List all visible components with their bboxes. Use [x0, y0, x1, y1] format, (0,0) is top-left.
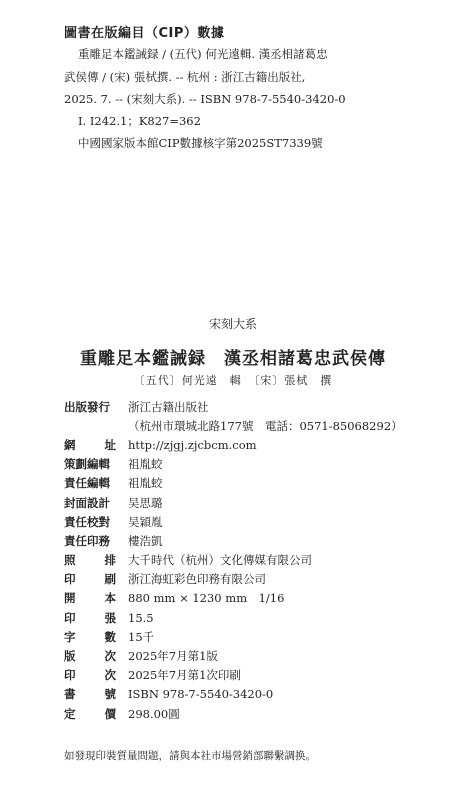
info-label-char: 本: [104, 591, 116, 606]
cip-line-1: 重雕足本鑑誡録 / (五代) 何光遠輯. 漢丞相諸葛忠: [78, 47, 328, 61]
info-label-char: 次: [104, 649, 116, 664]
info-label-char: 張: [104, 610, 116, 625]
info-label: [64, 571, 116, 587]
info-label: 封面設計: [64, 495, 110, 510]
info-row: [64, 397, 444, 416]
info-label-char: 號: [104, 687, 116, 702]
info-label: [64, 686, 116, 702]
info-value: 2025年7月第1次印刷: [128, 668, 241, 683]
info-row: [64, 493, 444, 512]
info-value: ISBN 978-7-5540-3420-0: [128, 687, 274, 702]
info-label-char: 照: [64, 553, 76, 568]
publication-info: [64, 397, 444, 723]
info-value: 大千時代（杭州）文化傳媒有限公司: [128, 553, 312, 568]
info-label-char: 網: [64, 437, 76, 452]
info-row: [64, 685, 444, 704]
info-label-char: 開: [64, 591, 76, 606]
info-row: [64, 608, 444, 627]
info-label: 出版發行: [64, 399, 110, 414]
info-label: [64, 706, 116, 722]
info-label: 責任校對: [64, 514, 110, 529]
info-label: [64, 552, 116, 568]
info-row: [64, 474, 444, 493]
info-label-char: 印: [64, 610, 76, 625]
info-label: 責任編輯: [64, 476, 110, 491]
cip-line-5: 中國國家版本館CIP數據核字第2025ST7339號: [78, 136, 323, 150]
info-label-char: 排: [104, 553, 116, 568]
info-label: [64, 667, 116, 683]
info-value: 吴穎胤: [128, 514, 163, 529]
info-value: 樓浩凱: [128, 533, 163, 548]
info-row: [64, 627, 444, 646]
info-value: 15千: [128, 629, 155, 644]
info-label: [64, 648, 116, 664]
book-authors: 〔五代〕何光遠 輯 〔宋〕張栻 撰: [133, 374, 333, 387]
info-value: 祖胤蛟: [128, 457, 163, 472]
info-row: [64, 416, 444, 435]
info-label: 策劃編輯: [64, 457, 110, 472]
info-label: [64, 629, 116, 645]
info-label-char: 址: [104, 437, 116, 452]
book-title: 重雕足本鑑誡録 漢丞相諸葛忠武侯傳: [80, 349, 386, 369]
info-value: 2025年7月第1版: [128, 649, 218, 664]
info-row: [64, 551, 444, 570]
info-label-char: 次: [104, 668, 116, 683]
info-value: 浙江古籍出版社: [128, 399, 209, 414]
info-value: http://zjgj.zjcbcm.com: [128, 437, 257, 452]
info-label-char: 刷: [104, 572, 116, 587]
series-name: 宋刻大系: [208, 317, 257, 331]
info-label-char: 印: [64, 668, 76, 683]
info-label: 責任印務: [64, 533, 110, 548]
info-row: [64, 531, 444, 550]
info-label-char: 數: [104, 629, 116, 644]
info-row: [64, 570, 444, 589]
info-row: [64, 512, 444, 531]
info-value: 吴思璐: [128, 495, 163, 510]
cip-line-3: 2025. 7. -- (宋刻大系). -- ISBN 978-7-5540-3420-0: [64, 92, 346, 106]
info-value: （杭州市環城北路177號 電話：0571-85068292）: [128, 418, 403, 433]
info-row: [64, 646, 444, 665]
info-label: [64, 437, 116, 453]
quality-notice: 如發現印裝質量問題，請與本社市場營銷部聯繫調换。: [64, 750, 316, 762]
info-row: [64, 435, 444, 454]
info-label-char: 定: [64, 706, 76, 721]
info-row: [64, 455, 444, 474]
info-value: 298.00圓: [128, 706, 180, 721]
info-label-char: 價: [104, 706, 116, 721]
info-label-char: 版: [64, 649, 76, 664]
info-label-char: 書: [64, 687, 76, 702]
info-value: 浙江海虹彩色印務有限公司: [128, 572, 266, 587]
info-value: 祖胤蛟: [128, 476, 163, 491]
cip-line-4: Ⅰ. I242.1；K827=362: [78, 114, 201, 128]
cip-title: 圖書在版編目（CIP）數據: [64, 26, 225, 41]
info-row: [64, 589, 444, 608]
info-label: [64, 610, 116, 626]
info-label-char: 字: [64, 629, 76, 644]
cip-line-2: 武侯傳 / (宋) 張栻撰. -- 杭州 : 浙江古籍出版社,: [64, 70, 306, 84]
info-value: 880 mm × 1230 mm 1/16: [128, 591, 285, 606]
info-label-char: 印: [64, 572, 76, 587]
info-label: [64, 590, 116, 606]
info-row: [64, 666, 444, 685]
info-row: [64, 704, 444, 723]
info-value: 15.5: [128, 610, 154, 625]
